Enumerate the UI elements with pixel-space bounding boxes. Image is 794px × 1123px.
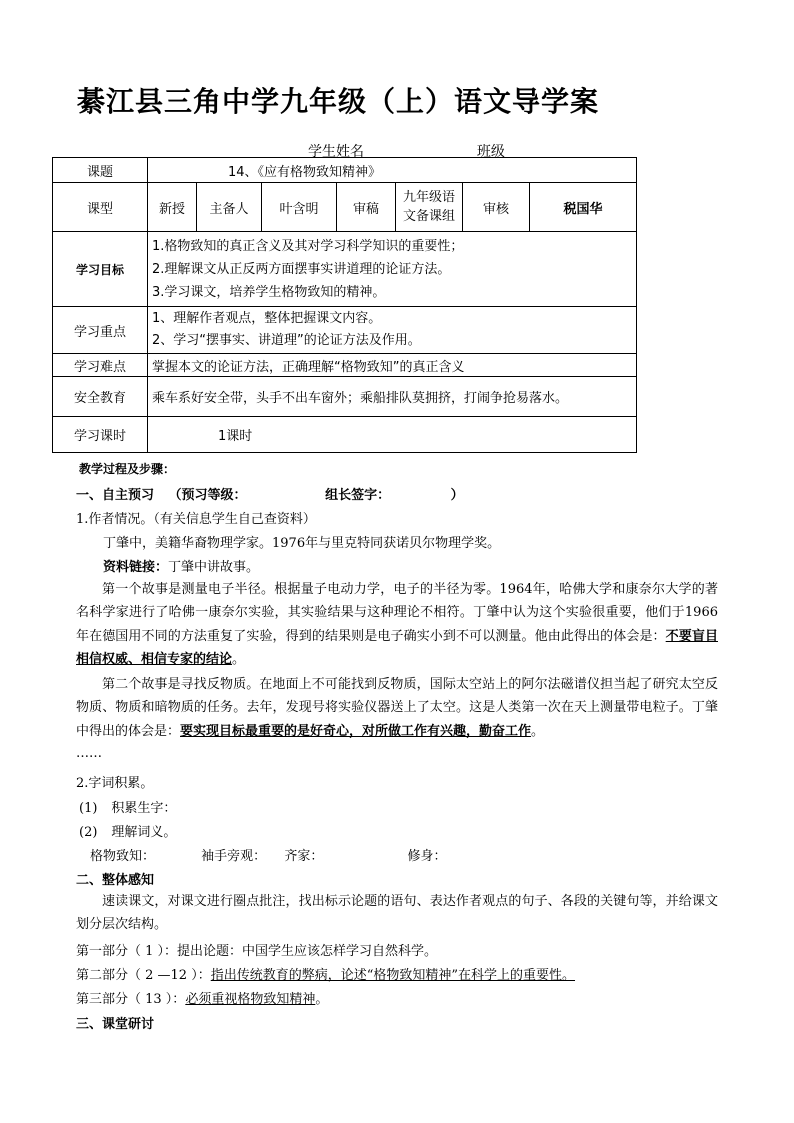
difficulty-row xyxy=(53,354,637,377)
page-title: 綦江县三角中学九年级（上）语文导学案 xyxy=(77,85,600,118)
link-label: 资料链接： xyxy=(103,560,169,575)
goals-label: 学习目标 xyxy=(53,232,148,307)
part2-text: 指出传统教育的弊病，论述“格物致知精神”在科学上的重要性。 xyxy=(210,968,576,983)
sub2-number: (2) xyxy=(79,825,98,840)
focus-item: 2、学习“摆事实、讲道理”的论证方法及作用。 xyxy=(152,333,421,348)
author-info-item: 1.作者情况。（有关信息学生自己查资料） xyxy=(76,512,316,527)
discussion-heading: 三、课堂研讨 xyxy=(76,1017,155,1032)
vocab-sub1 xyxy=(79,797,176,816)
preparer-value: 叶含明 xyxy=(262,183,337,232)
vocab-sub2 xyxy=(79,821,176,840)
goal-item: 1.格物致知的真正含义及其对学习科学知识的重要性； xyxy=(152,238,464,254)
focus-item: 1、理解作者观点，整体把握课文内容。 xyxy=(152,311,382,326)
lesson-info-table xyxy=(52,157,637,453)
part3-line xyxy=(76,988,328,1007)
preview-heading: 一、自主预习 xyxy=(76,488,155,503)
word-list xyxy=(90,845,446,864)
sub1-number: (1) xyxy=(79,801,98,816)
preview-close: ） xyxy=(450,488,464,503)
topic-label: 课题 xyxy=(53,158,148,183)
focus-cell xyxy=(148,307,637,354)
story1-end: 。 xyxy=(232,652,246,668)
student-name-blank[interactable] xyxy=(364,143,468,158)
story1-paragraph xyxy=(76,578,718,672)
leader-sign-label: 组长签字： xyxy=(325,488,391,503)
overview-heading: 二、整体感知 xyxy=(76,873,155,888)
preparer-label: 主备人 xyxy=(197,183,262,232)
part2-prefix: 第二部分（ 2 —12 ）： xyxy=(76,968,211,983)
story2-conclusion: 要实现目标最重要的是好奇心，对所做工作有兴趣，勤奋工作 xyxy=(180,723,532,739)
sub1-text: 积累生字： xyxy=(111,801,177,816)
safety-label: 安全教育 xyxy=(53,377,148,417)
link-line xyxy=(103,556,259,575)
check-value: 税国华 xyxy=(530,183,637,232)
hours-label: 学习课时 xyxy=(53,417,148,453)
word-item: 袖手旁观： xyxy=(201,849,267,864)
goals-row xyxy=(53,232,637,307)
overview-paragraph: 速读课文，对课文进行圈点批注，找出标示论题的语句、表达作者观点的句子、各段的关键句等，并给课文划分层次结构。 xyxy=(76,894,718,933)
part3-text: 必须重视格物致知精神 xyxy=(185,992,316,1007)
story2-paragraph xyxy=(76,673,718,743)
sub2-text: 理解词义。 xyxy=(111,825,177,840)
type-label: 课型 xyxy=(53,183,148,232)
preview-heading-line xyxy=(76,484,464,503)
type-value: 新授 xyxy=(148,183,197,232)
focus-row xyxy=(53,307,637,354)
preview-grade-label: （预习等级： xyxy=(168,488,247,503)
difficulty-label: 学习难点 xyxy=(53,354,148,377)
check-label: 审核 xyxy=(463,183,530,232)
story1-conclusion: 不要盲目相信权威、相信专家的结论 xyxy=(76,628,718,668)
topic-value: 14、《应有格物致知精神》 xyxy=(148,158,637,183)
part2-line xyxy=(76,964,575,983)
hours-row xyxy=(53,417,637,453)
process-heading: 教学过程及步骤： xyxy=(79,462,176,476)
story2-end: 。 xyxy=(531,723,545,739)
link-text: 丁肇中讲故事。 xyxy=(168,560,260,575)
ellipsis: …… xyxy=(76,746,102,761)
story1-text: 第一个故事是测量电子半径。根据量子电动力学，电子的半径为零。1964年，哈佛大学和康奈尔大学的著名科学家进行了哈佛一康奈尔实验，其实验结果与这种理论不相符。丁肇中认为这个实验很重要，他们于1966年在德国用不同的方法重复了实验，得到的结果则是电子确实小到不可以测量。他由此得出的体会是： xyxy=(76,582,718,644)
part1-line: 第一部分（ 1 ）：提出论题：中国学生应该怎样学习自然科学。 xyxy=(76,944,438,959)
topic-row xyxy=(53,158,637,183)
review-value-line2: 文备课组 xyxy=(402,209,455,224)
goal-item: 3.学习课文，培养学生格物致知的精神。 xyxy=(152,284,386,300)
safety-value: 乘车系好安全带，头手不出车窗外；乘船排队莫拥挤，打闹争抢易落水。 xyxy=(148,377,637,417)
part3-end: 。 xyxy=(315,992,329,1007)
goal-item: 2.理解课文从正反两方面摆事实讲道理的论证方法。 xyxy=(152,261,451,277)
difficulty-value: 掌握本文的论证方法，正确理解“格物致知”的真正含义 xyxy=(148,354,637,377)
part3-prefix: 第三部分（ 13 ）： xyxy=(76,992,186,1007)
class-blank[interactable] xyxy=(505,143,591,158)
focus-label: 学习重点 xyxy=(53,307,148,354)
review-value xyxy=(396,183,463,232)
class-label: 班级 xyxy=(476,144,505,160)
word-item: 修身： xyxy=(407,849,447,864)
vocab-item: 2.字词积累。 xyxy=(76,776,154,791)
word-item: 格物致知： xyxy=(90,849,156,864)
review-value-line1: 九年级语 xyxy=(402,190,455,205)
author-line: 丁肇中，美籍华裔物理学家。1976年与里克特同获诺贝尔物理学奖。 xyxy=(103,536,501,551)
goals-cell xyxy=(148,232,637,307)
safety-row xyxy=(53,377,637,417)
student-name-label: 学生姓名 xyxy=(308,144,364,160)
review-label: 审稿 xyxy=(337,183,396,232)
type-row xyxy=(53,183,637,232)
hours-value: 1课时 xyxy=(148,417,637,453)
word-item: 齐家： xyxy=(284,849,324,864)
story2-text: 第二个故事是寻找反物质。在地面上不可能找到反物质，国际太空站上的阿尔法磁谱仪担当起了研究太空反物质、物质和暗物质的任务。去年，发现号将实验仪器送上了太空。这是人类第一次在天上测量带电粒子。丁肇中得出的体会是： xyxy=(76,677,718,739)
